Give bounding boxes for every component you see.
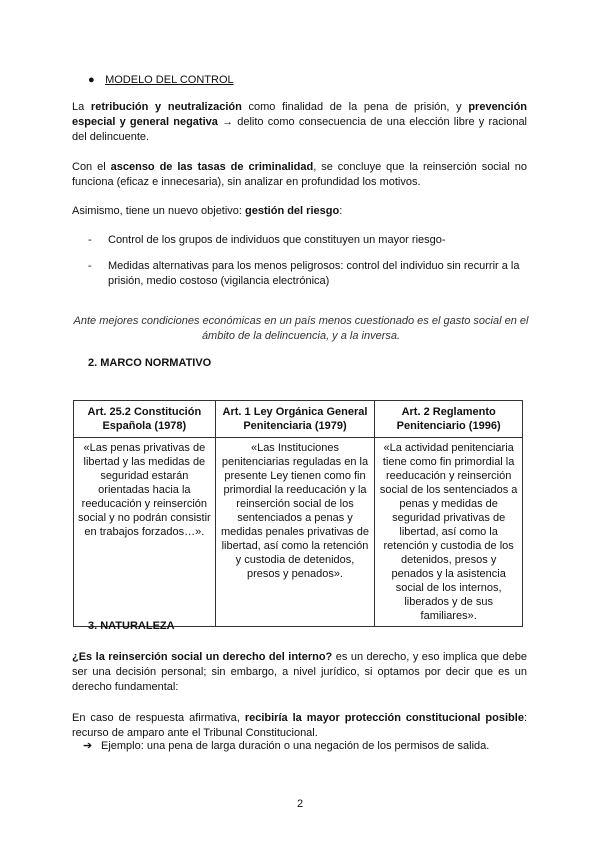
paragraph-asimismo — [72, 204, 527, 219]
text-run: En caso de respuesta afirmativa, — [72, 712, 245, 724]
text-run: → delito como consecuencia de una elección libre y racional del delincuente. — [72, 116, 527, 143]
table-cell: «Las Instituciones penitenciarias reguladas en la presente Ley tienen como fin primordial la reeducación y la reinserción social de los sentenciados a penas y medidas penales privativas de libertad, así como la retención y custodia de detenidos, presos y penados». — [215, 438, 375, 627]
table-cell: «La actividad penitenciaria tiene como fin primordial la reeducación y reinserción social de los sentenciados a penas y medidas de seguridad privativas de libertad, así como la retención y custodia de los detenidos, presos y penados y la asistencia social de los internos, liberados y de sus familiares». — [375, 438, 523, 627]
list-item-text: Medidas alternativas para los menos peligrosos: control del individuo sin recurrir a la prisión, medio costoso (vigilancia electrónica) — [108, 260, 520, 287]
section-heading-marco-normativo: 2. MARCO NORMATIVO — [88, 357, 212, 369]
table-row — [74, 438, 523, 627]
heading-label: MODELO DEL CONTROL — [105, 74, 234, 86]
list-item — [88, 259, 528, 289]
text-run: Con el — [72, 161, 111, 173]
bullet-icon: ● — [88, 74, 95, 86]
text-run: : — [339, 205, 343, 217]
legal-articles-table — [73, 400, 523, 627]
bold-text: prevención especial y general negativa — [72, 101, 528, 128]
bold-text: ascenso de las tasas de criminalidad — [110, 161, 314, 173]
heading-modelo-del-control — [88, 73, 543, 88]
bold-text: gestión del riesgo — [245, 205, 340, 217]
table-cell: «Las penas privativas de libertad y las medidas de seguridad estarán orientadas hacia la reeducación y reinserción social y no podrán consistir en trabajos forzados…». — [74, 438, 216, 627]
paragraph-ascenso — [72, 160, 527, 190]
text-run: como finalidad de la pena de prisión, y — [241, 101, 469, 113]
dash-marker: - — [88, 234, 92, 246]
paragraph-derecho-interno — [72, 650, 527, 695]
table-header-row — [74, 401, 523, 438]
page-number: 2 — [296, 798, 304, 810]
list-item-text: Control de los grupos de individuos que constituyen un mayor riesgo- — [108, 234, 446, 246]
section-heading-naturaleza: 3. NATURALEZA — [88, 620, 175, 632]
table-header: Art. 1 Ley Orgánica General Penitenciaria (1979) — [215, 401, 375, 438]
bold-text: recibiría la mayor protección constitucional posible — [244, 712, 524, 724]
arrow-list-item — [83, 739, 523, 754]
arrow-right-icon: ➔ — [83, 740, 93, 752]
paragraph-respuesta-afirmativa — [72, 711, 527, 741]
bold-text: retribución y neutralización — [90, 101, 242, 113]
paragraph-retribucion — [72, 100, 527, 145]
bold-text: ¿Es la reinserción social un derecho del interno? — [72, 651, 333, 663]
text-run: La — [72, 101, 91, 113]
table-header: Art. 2 Reglamento Penitenciario (1996) — [375, 401, 523, 438]
italic-note: Ante mejores condiciones económicas en un país menos cuestionado es el gasto social en el ámbito de la delincuencia, y a la inversa. — [73, 315, 529, 342]
text-run: , se concluye que la reinserción social no funciona (eficaz e innecesaria), sin analizar en profundidad los motivos. — [72, 161, 527, 188]
text-run: Asimismo, tiene un nuevo objetivo: — [72, 205, 246, 217]
arrow-item-text: Ejemplo: una pena de larga duración o una negación de los permisos de salida. — [101, 740, 490, 752]
list-item — [88, 233, 528, 248]
table-header: Art. 25.2 Constitución Española (1978) — [74, 401, 216, 438]
text-run: es un derecho, y eso implica que debe ser una decisión personal; sin embargo, a nivel jurídico, si optamos por decir que es un derecho fundamental: — [72, 651, 527, 693]
dash-marker: - — [88, 260, 92, 272]
text-run: : recurso de amparo ante el Tribunal Constitucional. — [72, 712, 527, 739]
